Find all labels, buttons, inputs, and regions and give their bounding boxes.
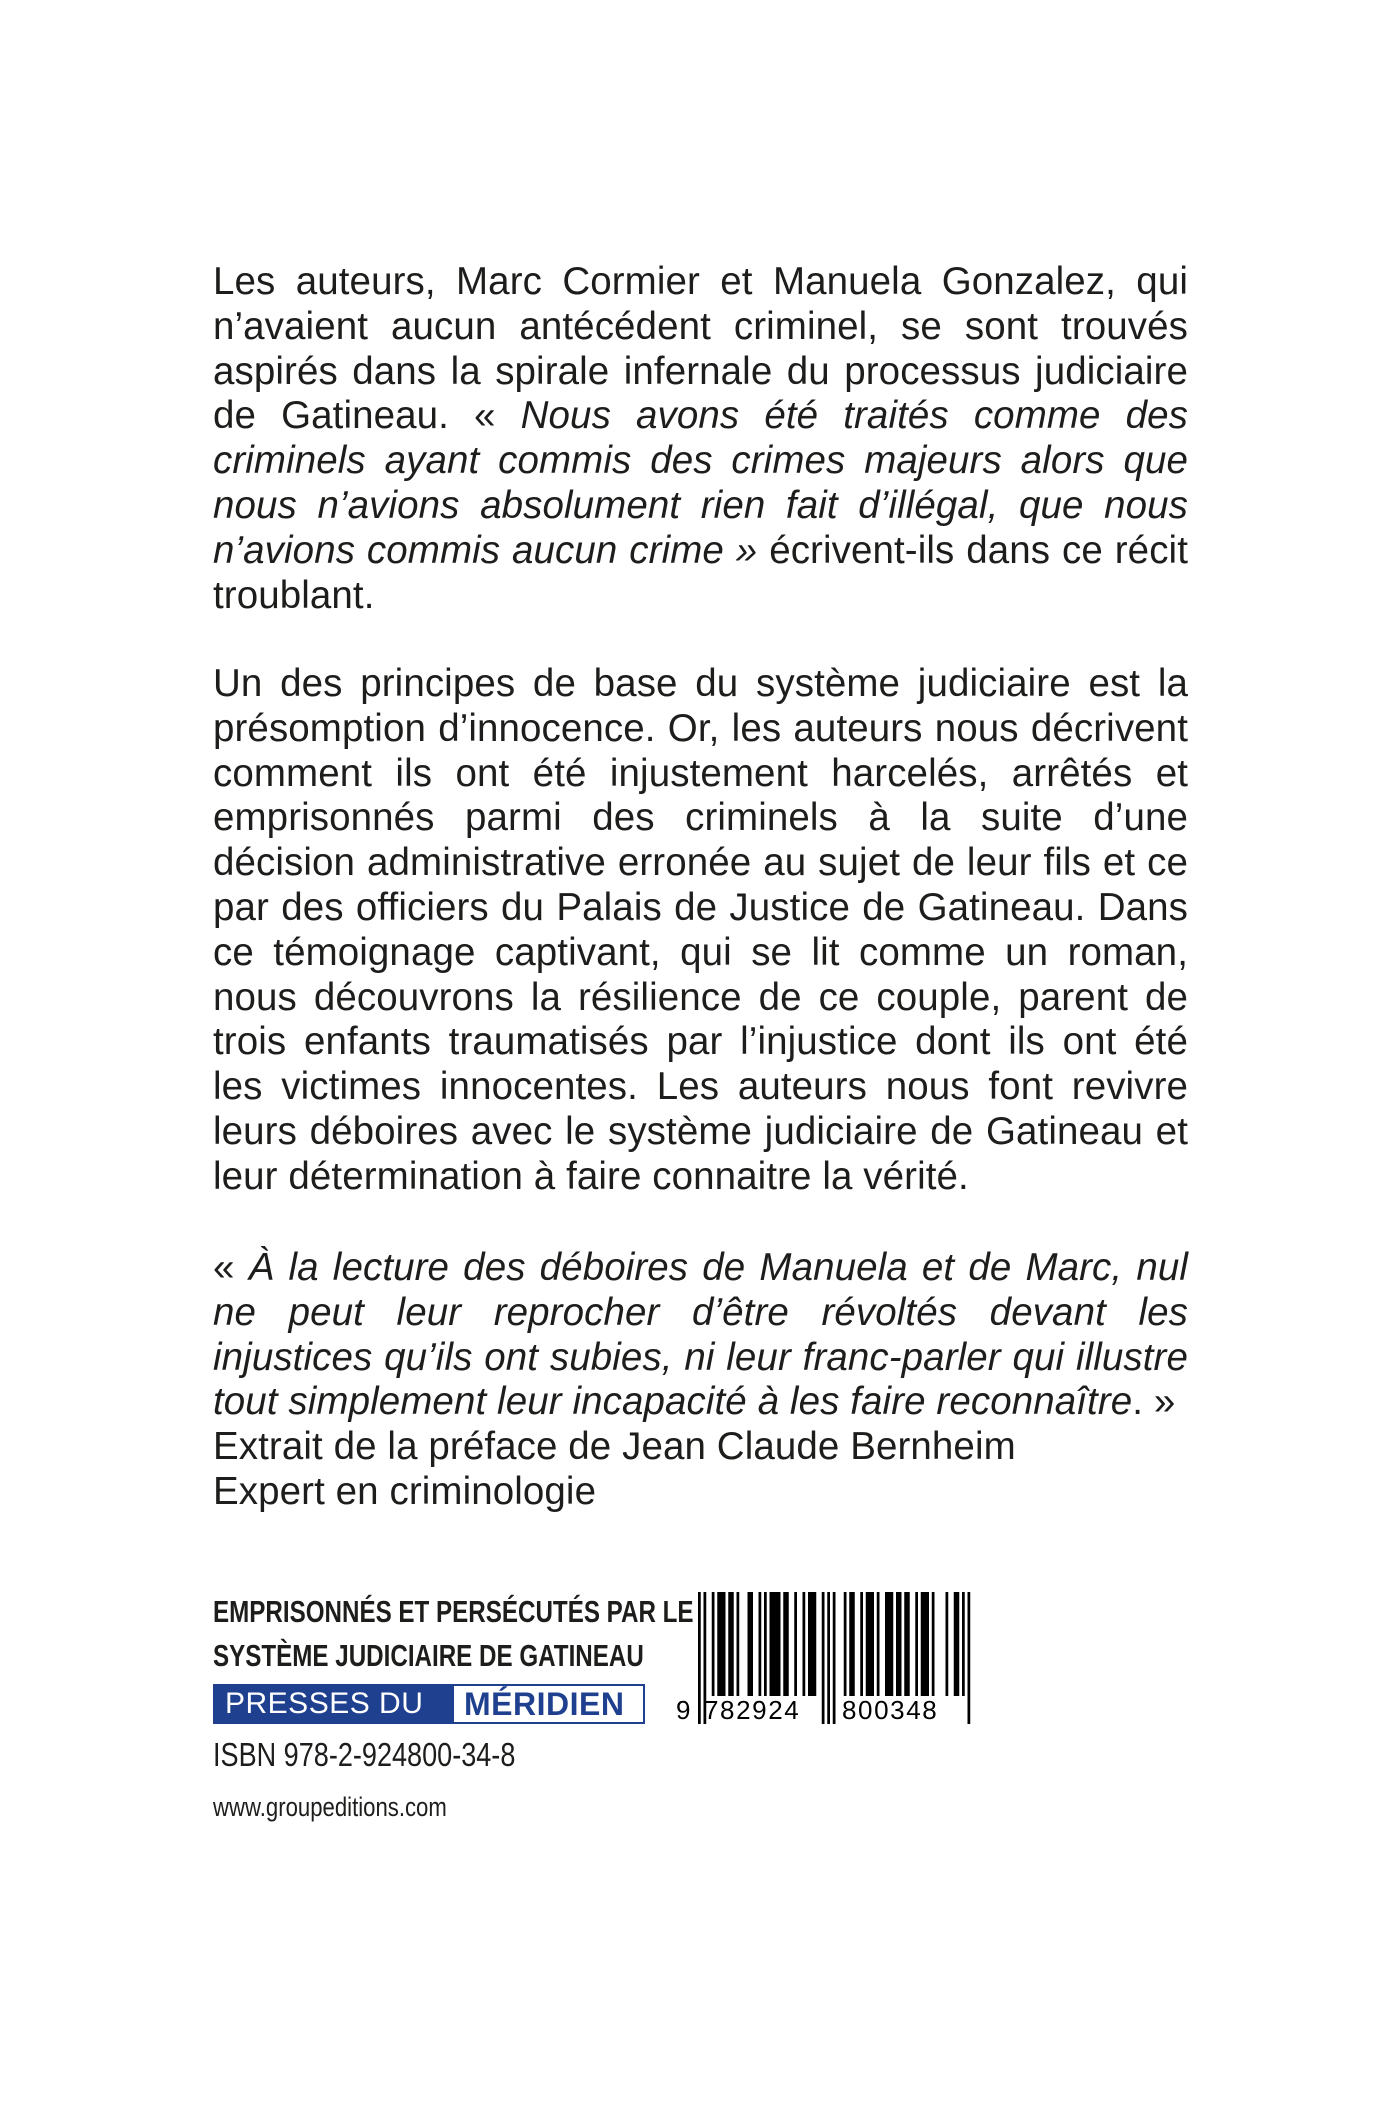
book-title-line-2: SYSTÈME JUDICIAIRE DE GATINEAU	[213, 1638, 644, 1673]
publisher-name-part-1: PRESSES DU	[215, 1686, 454, 1722]
barcode-digits	[676, 1692, 986, 1728]
publisher-website: www.groupeditions.com	[213, 1792, 447, 1822]
preface-quote-text: À la lecture des déboires de Manuela et de Marc, nul ne peut leur reprocher d’être révoltés devant les injustices qu’ils ont subies, ni leur franc-parler qui illustre tout simplement leur incapacité à les faire reconnaître	[213, 1246, 1188, 1424]
preface-quote-block	[213, 1246, 1188, 1515]
synopsis-paragraph-2-text: Un des principes de base du système judiciaire est la présomption d’innocence. Or, les auteurs nous décrivent comment ils ont été injustement harcelés, arrêtés et emprisonnés parmi des criminels à la suite d’une décision administrative erronée au sujet de leur fils et ce par des officiers du Palais de Justice de Gatineau. Dans ce témoignage captivant, qui se lit comme un roman, nous découvrons la résilience de ce couple, parent de trois enfants traumatisés par l’injustice dont ils ont été les victimes innocentes. Les auteurs nous font revivre leurs déboires avec le système judiciaire de Gatineau et leur détermination à faire connaitre la vérité.	[213, 662, 1188, 1198]
publisher-logo	[213, 1684, 645, 1724]
barcode-left-group: 782924	[704, 1695, 801, 1725]
book-title	[213, 1590, 694, 1678]
synopsis-paragraph-1	[213, 260, 1188, 618]
isbn-number: ISBN 978-2-924800-34-8	[213, 1736, 516, 1773]
publisher-name-part-2: MÉRIDIEN	[454, 1686, 643, 1722]
barcode-icon	[690, 1592, 980, 1752]
barcode-lead-digit: 9	[676, 1695, 693, 1725]
synopsis-quote: Nous avons été traités comme des criminels ayant commis des crimes majeurs alors que nous n’avions absolument rien fait d’illégal, que nous n’avions commis aucun crime »	[213, 394, 1189, 572]
synopsis-intro: Les auteurs, Marc Cormier et Manuela Gonzalez, qui n’avaient aucun antécédent criminel, se sont trouvés aspirés dans la spirale infernale du processus judiciaire de Gatineau. «	[213, 260, 1188, 438]
barcode-right-group: 800348	[842, 1695, 939, 1725]
preface-attribution: Extrait de la préface de Jean Claude Bernheim	[213, 1425, 1016, 1469]
quote-close-mark: . »	[1132, 1380, 1176, 1424]
quote-open-mark: «	[213, 1246, 249, 1289]
book-title-line-1: EMPRISONNÉS ET PERSÉCUTÉS PAR LE	[213, 1594, 694, 1629]
preface-author-title: Expert en criminologie	[213, 1469, 597, 1513]
synopsis-paragraph-2	[213, 662, 1188, 1200]
synopsis-outro: écrivent-ils dans ce récit troublant.	[213, 528, 1188, 617]
